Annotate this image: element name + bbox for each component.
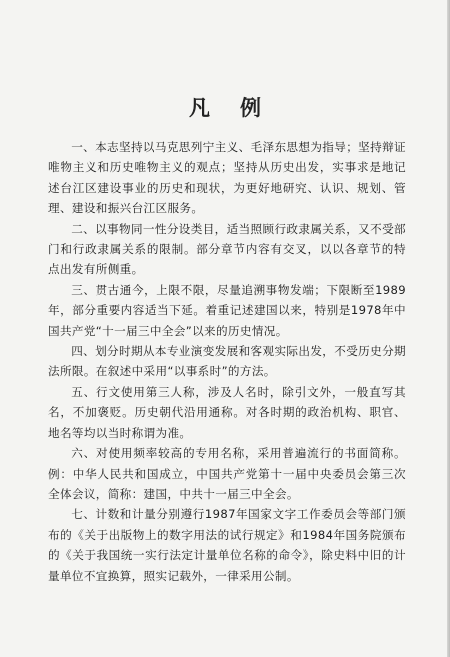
paragraph-1: 一、本志坚持以马克思列宁主义、毛泽东思想为指导；坚持辩证唯物主义和历史唯物主义的观点；坚持从历史出发，实事求是地记述台江区建设事业的历史和现状，为更好地研究、认识、规划、管理、建设和振兴台江区服务。: [48, 140, 406, 216]
paragraph-3: 三、贯古通今，上限不限，尽量追溯事物发端；下限断至1989年，部分重要内容适当下延。着重记述建国以来，特别是1978年中国共产党“十一届三中全会”以来的历史情况。: [48, 282, 406, 338]
document-body: [48, 137, 406, 586]
paragraph-7: 七、计数和计量分别遵行1987年国家文字工作委员会等部门颁布的《关于出版物上的数字用法的试行规定》和1984年国务院颁布的《关于我国统一实行法定计量单位名称的命令》，除史料中旧的计量单位不宜换算，照实记载外，一律采用公制。: [48, 507, 406, 583]
page-title: 凡例: [189, 95, 291, 120]
paragraph-5: 五、行文使用第三人称，涉及人名时，除引文外，一般直写其名，不加褒贬。历史朝代沿用通称。对各时期的政治机构、职官、地名等均以当时称谓为准。: [48, 384, 406, 440]
paragraph-2: 二、以事物同一性分设类目，适当照顾行政隶属关系，又不受部门和行政隶属关系的限制。部分章节内容有交叉，以以各章节的特点出发有所侧重。: [48, 221, 406, 277]
paragraph-4: 四、划分时期从本专业演变发展和客观实际出发，不受历史分期法所限。在叙述中采用“以事系时”的方法。: [48, 344, 406, 379]
paragraph-6: 六、对使用频率较高的专用名称，采用普遍流行的书面简称。例：中华人民共和国成立，中国共产党第十一届中央委员会第三次全体会议，简称：建国，中共十一届三中全会。: [48, 446, 406, 501]
